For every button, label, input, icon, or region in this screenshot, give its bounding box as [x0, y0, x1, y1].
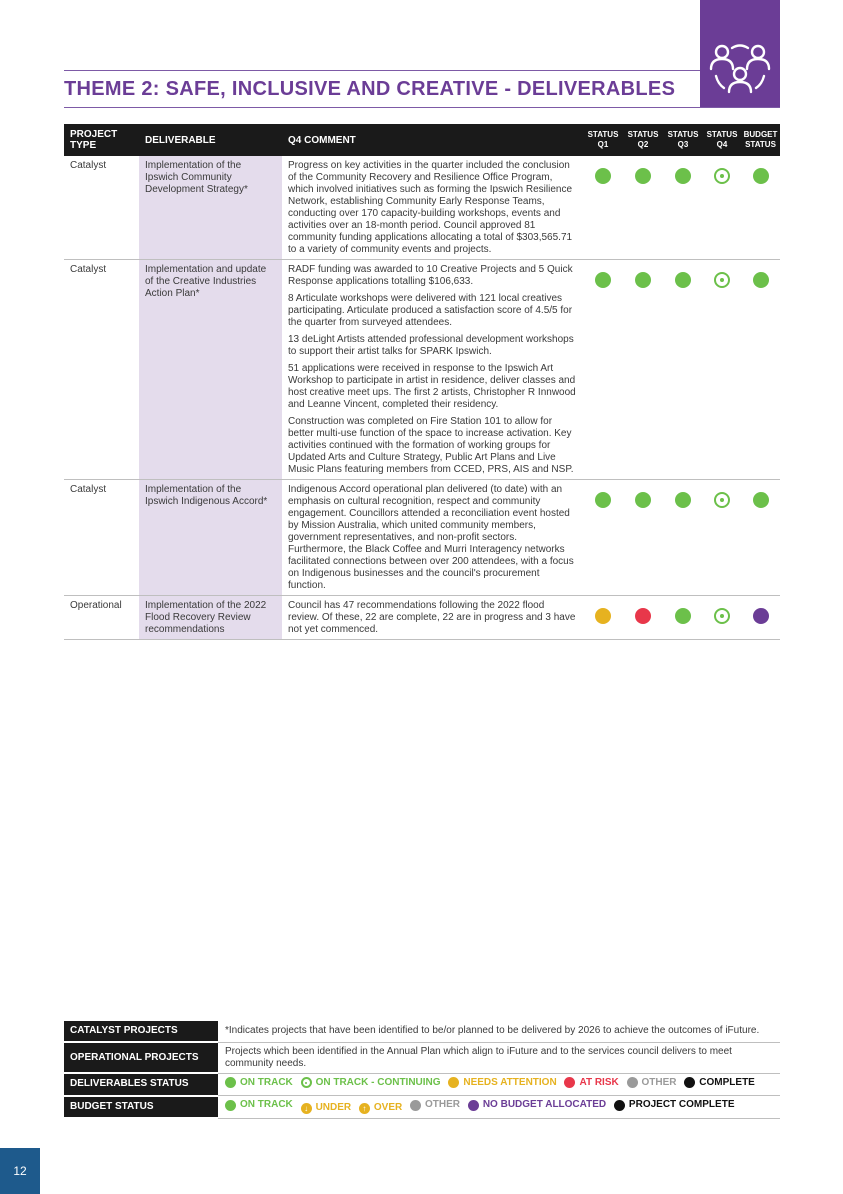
budget-status-dot	[753, 272, 769, 288]
deliverable-cell: Implementation of the 2022 Flood Recovery Review recommendations	[139, 596, 282, 640]
key-budget-other: OTHER	[410, 1099, 460, 1111]
page-title: THEME 2: SAFE, INCLUSIVE AND CREATIVE - DELIVERABLES	[64, 78, 676, 100]
yellow-dot-icon	[448, 1077, 459, 1088]
comment-paragraph: Progress on key activities in the quarter included the conclusion of the Community Recovery and Resilience Office Program, which involved initiatives such as forming the Ipswich Resilience Network, establishing Community Early Response Teams, conducting over 170 capacity-building workshops, events and activities over an 18-month period. Council approved 81 community funding applications allocating a total of $303,565.71 to a variety of community events and projects.	[288, 160, 573, 255]
arrow-down-icon: ↓	[301, 1103, 312, 1114]
people-group-icon	[706, 40, 774, 100]
key-project-complete: PROJECT COMPLETE	[614, 1099, 735, 1111]
status-dot	[635, 608, 651, 624]
budget-status-dot	[753, 168, 769, 184]
deliverable-cell: Implementation of the Ipswich Community Development Strategy*	[139, 156, 282, 260]
comment-paragraph: 13 deLight Artists attended professional development workshops to support their artist talks for SPARK Ipswich.	[288, 334, 574, 357]
legend-row	[64, 1073, 780, 1096]
table-row	[64, 480, 780, 596]
budget-status-dot	[753, 492, 769, 508]
comment-paragraph: Indigenous Accord operational plan delivered (to date) with an emphasis on cultural recognition, respect and community engagement. Councillors attended a reconciliation event hosted by Mission Australia, which united community members, government representatives, and non-profit sectors. Furthermore, the Black Coffee and Murri Interagency networks facilitated connections between over 200 attendees, with a focus on Indigenous businesses and the council's procurement function.	[288, 484, 574, 591]
project-type-cell: Catalyst	[64, 156, 139, 260]
column-header: BUDGET STATUS	[741, 124, 780, 156]
key-budget-over: ↑ OVER	[359, 1102, 402, 1114]
black-dot-icon	[684, 1077, 695, 1088]
key-complete: COMPLETE	[684, 1077, 755, 1089]
legend-label: DELIVERABLES STATUS	[64, 1073, 218, 1096]
key-budget-on-track: ON TRACK	[225, 1099, 293, 1111]
column-header: STATUS Q2	[623, 124, 663, 156]
legend-row	[64, 1021, 780, 1042]
red-dot-icon	[564, 1077, 575, 1088]
status-dot	[714, 272, 730, 288]
comment-paragraph: RADF funding was awarded to 10 Creative Projects and 5 Quick Response applications totalling $106,633.	[288, 264, 573, 287]
comment-paragraph: Council has 47 recommendations following the 2022 flood review. Of these, 22 are complete, 22 are in progress and 3 have not yet commenced.	[288, 600, 576, 635]
comment-paragraph: 8 Articulate workshops were delivered with 121 local creatives participating. Articulate produced a satisfaction score of 4.5/5 for the quarter from surveyed attendees.	[288, 293, 573, 328]
comment-cell	[282, 596, 583, 640]
column-header: STATUS Q1	[583, 124, 623, 156]
status-dot	[675, 168, 691, 184]
legend-table	[64, 1021, 780, 1119]
legend-row	[64, 1042, 780, 1073]
legend-label: CATALYST PROJECTS	[64, 1021, 218, 1042]
table-row	[64, 156, 780, 260]
status-dot	[714, 168, 730, 184]
key-on-track-continuing: ON TRACK - CONTINUING	[301, 1077, 441, 1089]
ring-dot-icon	[301, 1077, 312, 1088]
status-dot	[714, 492, 730, 508]
status-dot	[595, 492, 611, 508]
comment-paragraph: 51 applications were received in response to the Ipswich Art Workshop to participate in artist in residence, deliver classes and host creative meet ups. The first 2 artists, Christopher R Innwood and Leanne Vincent, completed their residency.	[288, 363, 576, 410]
comment-cell	[282, 480, 583, 596]
project-type-cell: Catalyst	[64, 260, 139, 480]
black-dot-icon	[614, 1100, 625, 1111]
green-dot-icon	[225, 1077, 236, 1088]
column-header: DELIVERABLE	[139, 124, 282, 156]
comment-paragraph: Construction was completed on Fire Station 101 to allow for better multi-use function of the space to increase activation. Key activities continued with the formation of working groups for Updated Arts and Culture Strategy, Public Art Plans and Live Music Plans featuring members from CCED, PRS, AIS and NSP.	[288, 416, 574, 475]
table-row	[64, 260, 780, 480]
column-header: PROJECT TYPE	[64, 124, 139, 156]
key-on-track: ON TRACK	[225, 1077, 293, 1089]
budget-status-dot	[753, 608, 769, 624]
project-type-cell: Catalyst	[64, 480, 139, 596]
deliverable-cell: Implementation and update of the Creative Industries Action Plan*	[139, 260, 282, 480]
key-at-risk: AT RISK	[564, 1077, 618, 1089]
deliverable-cell: Implementation of the Ipswich Indigenous Accord*	[139, 480, 282, 596]
status-dot	[714, 608, 730, 624]
project-type-cell: Operational	[64, 596, 139, 640]
key-budget-under: ↓ UNDER	[301, 1102, 352, 1114]
green-dot-icon	[225, 1100, 236, 1111]
budget-status-key	[218, 1096, 780, 1119]
page-number: 12	[0, 1148, 40, 1194]
status-dot	[675, 608, 691, 624]
table-row	[64, 596, 780, 640]
purple-dot-icon	[468, 1100, 479, 1111]
comment-cell	[282, 260, 583, 480]
theme-badge	[700, 0, 780, 108]
legend-description: Projects which been identified in the Annual Plan which align to iFuture and to the services council delivers to meet community needs.	[218, 1042, 780, 1073]
deliverables-table	[64, 124, 780, 640]
title-rule-top	[64, 70, 700, 71]
status-dot	[595, 608, 611, 624]
grey-dot-icon	[627, 1077, 638, 1088]
comment-cell	[282, 156, 583, 260]
status-dot	[635, 492, 651, 508]
table-header-row	[64, 124, 780, 156]
key-needs-attention: NEEDS ATTENTION	[448, 1077, 556, 1089]
grey-dot-icon	[410, 1100, 421, 1111]
arrow-up-icon: ↑	[359, 1103, 370, 1114]
legend-description: *Indicates projects that have been identified to be/or planned to be delivered by 2026 to achieve the outcomes of iFuture.	[218, 1021, 780, 1042]
status-dot	[675, 272, 691, 288]
column-header: STATUS Q4	[703, 124, 741, 156]
title-rule-bottom	[64, 107, 780, 108]
column-header: Q4 COMMENT	[282, 124, 583, 156]
key-no-budget: NO BUDGET ALLOCATED	[468, 1099, 606, 1111]
column-header: STATUS Q3	[663, 124, 703, 156]
legend-label: BUDGET STATUS	[64, 1096, 218, 1119]
legend-label: OPERATIONAL PROJECTS	[64, 1042, 218, 1073]
status-dot	[595, 168, 611, 184]
key-other: OTHER	[627, 1077, 677, 1089]
status-dot	[675, 492, 691, 508]
legend-row	[64, 1096, 780, 1119]
status-dot	[595, 272, 611, 288]
status-dot	[635, 272, 651, 288]
status-dot	[635, 168, 651, 184]
deliverables-status-key	[218, 1073, 780, 1096]
